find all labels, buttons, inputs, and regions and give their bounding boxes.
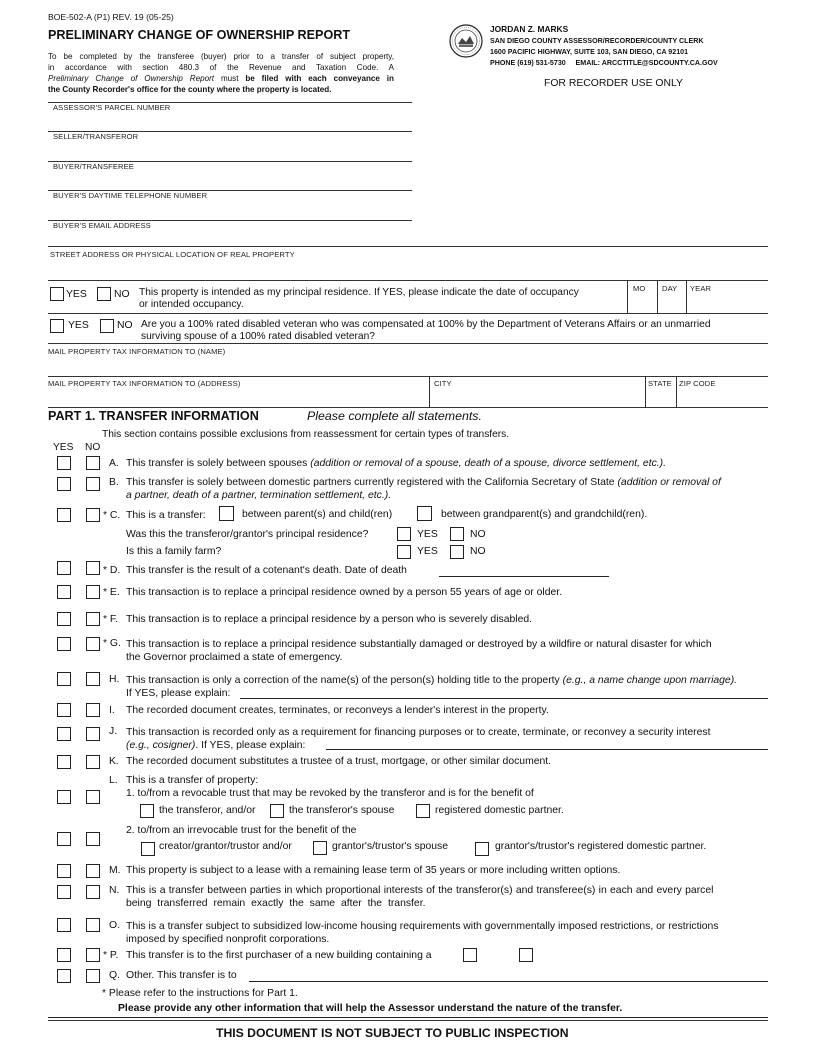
item-p-text: This transfer is to the first purchaser of a new building containing a — [126, 950, 432, 961]
item-c-no-checkbox[interactable] — [86, 508, 100, 522]
l1-partner-checkbox[interactable] — [416, 804, 430, 818]
street-field[interactable] — [48, 260, 768, 280]
l2-spouse-checkbox[interactable] — [313, 841, 327, 855]
item-c-yes-checkbox[interactable] — [57, 508, 71, 522]
p-option-checkbox-1[interactable] — [463, 948, 477, 962]
item-b-yes-checkbox[interactable] — [57, 477, 71, 491]
mail-name-label: MAIL PROPERTY TAX INFORMATION TO (NAME) — [48, 347, 226, 356]
item-h-text: This transaction is only a correction of the name(s) of the person(s) holding title to the property (e.g., a name change upon marriage). If YES, please explain: — [126, 675, 738, 699]
yes-label: YES — [68, 320, 89, 331]
item-m-text: This property is subject to a lease with a remaining lease term of 35 years or more including written options. — [126, 865, 621, 876]
item-f-text: This transaction is to replace a principal residence by a person who is severely disabled. — [126, 614, 533, 625]
item-k-no-checkbox[interactable] — [86, 755, 100, 769]
veteran-question: Are you a 100% rated disabled veteran who was compensated at 100% by the Department of Veterans Affairs or an unmarried surviving spouse of a 100% rated disabled veteran? — [141, 319, 711, 342]
c-farm-no-checkbox[interactable] — [450, 545, 464, 559]
item-c-text: This is a transfer: — [126, 510, 206, 521]
mail-address-field[interactable] — [48, 388, 428, 407]
yes-label: YES — [417, 529, 438, 540]
city-field[interactable] — [430, 388, 644, 407]
item-b-no-checkbox[interactable] — [86, 477, 100, 491]
agency-office: SAN DIEGO COUNTY ASSESSOR/RECORDER/COUNTY CLERK — [490, 37, 704, 45]
year-label: YEAR — [690, 284, 712, 293]
principal-residence-question: This property is intended as my principal residence. If YES, please indicate the date of occupancy or intended occupancy. — [139, 287, 579, 310]
agency-name: JORDAN Z. MARKS — [490, 24, 569, 34]
item-d-key: * D. — [103, 565, 121, 576]
city-label: CITY — [434, 379, 452, 388]
item-a-no-checkbox[interactable] — [86, 456, 100, 470]
buyer-label: BUYER/TRANSFEREE — [53, 162, 134, 171]
item-l-key: L. — [109, 775, 118, 786]
l1-spouse-checkbox[interactable] — [270, 804, 284, 818]
item-l2-yes-checkbox[interactable] — [57, 832, 71, 846]
item-m-yes-checkbox[interactable] — [57, 864, 71, 878]
footer-notice: THIS DOCUMENT IS NOT SUBJECT TO PUBLIC INSPECTION — [216, 1026, 569, 1040]
yes-column-header: YES — [53, 442, 74, 453]
phone-field[interactable] — [48, 200, 412, 220]
footnote: * Please refer to the instructions for Part 1. — [102, 988, 298, 999]
agency-contact: PHONE (619) 531-5730 EMAIL: ARCCTITLE@SDCOUNTY.CA.GOV — [490, 59, 718, 67]
item-d-no-checkbox[interactable] — [86, 561, 100, 575]
item-h-key: H. — [109, 674, 120, 685]
item-c-key: * C. — [103, 510, 121, 521]
item-f-yes-checkbox[interactable] — [57, 612, 71, 626]
item-e-text: This transaction is to replace a principal residence owned by a person 55 years of age or older. — [126, 587, 563, 598]
state-field[interactable] — [646, 388, 675, 407]
item-l1-yes-checkbox[interactable] — [57, 790, 71, 804]
item-d-text: This transfer is the result of a cotenant's death. Date of death — [126, 565, 407, 576]
principal-residence-no-checkbox[interactable] — [97, 287, 111, 301]
item-a-text: This transfer is solely between spouses (addition or removal of a spouse, death of a spouse, divorce settlement, etc.). — [126, 458, 667, 469]
item-p-yes-checkbox[interactable] — [57, 948, 71, 962]
l2-creator-label: creator/grantor/trustor and/or — [159, 841, 292, 852]
state-label: STATE — [648, 379, 672, 388]
item-b-text: This transfer is solely between domestic partners currently registered with the California Secretary of State (addition or removal of a partner, death of a partner, termination settlement, etc.). — [126, 477, 721, 501]
l1-transferor-checkbox[interactable] — [140, 804, 154, 818]
part1-description: This section contains possible exclusions from reassessment for certain types of transfers. — [102, 429, 510, 440]
no-label: NO — [470, 529, 486, 540]
item-k-text: The recorded document substitutes a trustee of a trust, mortgage, or other similar document. — [126, 756, 552, 767]
apn-field[interactable] — [48, 112, 412, 131]
item-d-yes-checkbox[interactable] — [57, 561, 71, 575]
item-q-yes-checkbox[interactable] — [57, 969, 71, 983]
item-i-yes-checkbox[interactable] — [57, 703, 71, 717]
mail-address-label: MAIL PROPERTY TAX INFORMATION TO (ADDRESS) — [48, 379, 241, 388]
part1-title: PART 1. TRANSFER INFORMATION — [48, 409, 259, 423]
l2-partner-checkbox[interactable] — [475, 842, 489, 856]
parent-child-label: between parent(s) and child(ren) — [242, 509, 393, 520]
item-m-no-checkbox[interactable] — [86, 864, 100, 878]
provide-info-text: Please provide any other information that will help the Assessor understand the nature of the transfer. — [118, 1003, 623, 1014]
item-f-key: * F. — [103, 614, 119, 625]
parent-child-checkbox[interactable] — [219, 506, 234, 521]
item-e-no-checkbox[interactable] — [86, 585, 100, 599]
item-g-yes-checkbox[interactable] — [57, 637, 71, 651]
item-o-key: O. — [109, 920, 120, 931]
item-j-explain-line[interactable] — [326, 749, 768, 750]
principal-residence-yes-checkbox[interactable] — [50, 287, 64, 301]
c-farm-yes-checkbox[interactable] — [397, 545, 411, 559]
item-m-key: M. — [109, 865, 121, 876]
item-f-no-checkbox[interactable] — [86, 612, 100, 626]
item-n-key: N. — [109, 885, 120, 896]
item-q-key: Q. — [109, 970, 120, 981]
seller-field[interactable] — [48, 141, 412, 161]
grandparent-checkbox[interactable] — [417, 506, 432, 521]
item-g-key: * G. — [103, 638, 121, 649]
item-q-no-checkbox[interactable] — [86, 969, 100, 983]
county-seal — [449, 24, 483, 58]
item-j-key: J. — [109, 726, 118, 737]
item-q-text: Other. This transfer is to — [126, 970, 237, 981]
no-label: NO — [117, 320, 133, 331]
part1-subtitle: Please complete all statements. — [307, 409, 482, 423]
grandparent-label: between grandparent(s) and grandchild(ren). — [441, 509, 648, 520]
family-farm-question: Is this a family farm? — [126, 546, 222, 557]
item-e-key: * E. — [103, 587, 120, 598]
item-i-key: I. — [109, 705, 115, 716]
veteran-no-checkbox[interactable] — [100, 319, 114, 333]
email-field[interactable] — [48, 230, 412, 246]
item-g-text: This transaction is to replace a principal residence substantially damaged or destroyed by a wildfire or natural disaster for which the Governor proclaimed a state of emergency. — [126, 639, 712, 663]
l1-transferor-label: the transferor, and/or — [159, 805, 256, 816]
item-j-yes-checkbox[interactable] — [57, 727, 71, 741]
buyer-field[interactable] — [48, 171, 412, 190]
p-option-checkbox-2[interactable] — [519, 948, 533, 962]
item-k-yes-checkbox[interactable] — [57, 755, 71, 769]
zip-field[interactable] — [677, 388, 767, 407]
item-h-explain-line[interactable] — [240, 698, 768, 699]
l2-creator-checkbox[interactable] — [141, 842, 155, 856]
c-residence-yes-checkbox[interactable] — [397, 527, 411, 541]
item-b-key: B. — [109, 477, 119, 488]
no-label: NO — [470, 546, 486, 557]
recorder-use-label: FOR RECORDER USE ONLY — [544, 78, 683, 89]
item-j-no-checkbox[interactable] — [86, 727, 100, 741]
seller-label: SELLER/TRANSFEROR — [53, 132, 139, 141]
item-l1-no-checkbox[interactable] — [86, 790, 100, 804]
item-p-key: * P. — [103, 950, 119, 961]
month-label: MO — [633, 284, 646, 293]
c-residence-no-checkbox[interactable] — [450, 527, 464, 541]
item-a-key: A. — [109, 458, 119, 469]
form-id: BOE-502-A (P1) REV. 19 (05-25) — [48, 12, 174, 22]
item-i-text: The recorded document creates, terminates, or reconveys a lender's interest in the property. — [126, 705, 549, 716]
item-k-key: K. — [109, 756, 119, 767]
yes-label: YES — [66, 289, 87, 300]
form-title: PRELIMINARY CHANGE OF OWNERSHIP REPORT — [48, 28, 351, 42]
l1-spouse-label: the transferor's spouse — [289, 805, 395, 816]
l2-partner-label: grantor's/trustor's registered domestic partner. — [495, 841, 707, 852]
l2-spouse-label: grantor's/trustor's spouse — [332, 841, 449, 852]
zip-label: ZIP CODE — [679, 379, 716, 388]
item-q-other-line[interactable] — [249, 981, 768, 982]
veteran-yes-checkbox[interactable] — [50, 319, 64, 333]
item-g-no-checkbox[interactable] — [86, 637, 100, 651]
item-h-no-checkbox[interactable] — [86, 672, 100, 686]
yes-label: YES — [417, 546, 438, 557]
item-o-yes-checkbox[interactable] — [57, 918, 71, 932]
date-of-death-line[interactable] — [439, 576, 609, 577]
no-column-header: NO — [85, 442, 101, 453]
street-label: STREET ADDRESS OR PHYSICAL LOCATION OF REAL PROPERTY — [50, 250, 295, 259]
item-l2-no-checkbox[interactable] — [86, 832, 100, 846]
agency-address: 1600 PACIFIC HIGHWAY, SUITE 103, SAN DIEGO, CA 92101 — [490, 48, 689, 56]
item-n-text: This is a transfer between parties in which proportional interests of the transferor(s) and transferee(s) in each and every parcel being transferred remain exactly the same after the transfer. — [126, 885, 714, 909]
item-a-yes-checkbox[interactable] — [57, 456, 71, 470]
intro-text: To be completed by the transferee (buyer) prior to a transfer of subject property, in accordance with section 480.3 of the Revenue and Taxation Code. A Preliminary Change of Ownership Report must be filed with each conveyance in the County Recorder's office for the county where the property is located. — [48, 52, 394, 94]
item-e-yes-checkbox[interactable] — [57, 585, 71, 599]
item-p-no-checkbox[interactable] — [86, 948, 100, 962]
apn-label: ASSESSOR'S PARCEL NUMBER — [53, 103, 171, 112]
item-l-text: This is a transfer of property: — [126, 775, 259, 786]
l1-partner-label: registered domestic partner. — [435, 805, 564, 816]
phone-label: BUYER'S DAYTIME TELEPHONE NUMBER — [53, 191, 208, 200]
mail-name-field[interactable] — [48, 357, 768, 375]
item-j-text: This transaction is recorded only as a requirement for financing purposes or to create, terminate, or reconvey a security interest (e.g., cosigner). If YES, please explain: — [126, 727, 711, 751]
item-o-text: This is a transfer subject to subsidized low-income housing requirements with governmentally imposed restrictions, or restrictions imposed by specified nonprofit corporations. — [126, 921, 719, 945]
item-n-yes-checkbox[interactable] — [57, 885, 71, 899]
item-l2-text: 2. to/from an irrevocable trust for the benefit of the — [126, 825, 357, 836]
day-label: DAY — [662, 284, 678, 293]
item-n-no-checkbox[interactable] — [86, 885, 100, 899]
item-o-no-checkbox[interactable] — [86, 918, 100, 932]
email-label: BUYER'S EMAIL ADDRESS — [53, 221, 151, 230]
no-label: NO — [114, 289, 130, 300]
item-h-yes-checkbox[interactable] — [57, 672, 71, 686]
item-i-no-checkbox[interactable] — [86, 703, 100, 717]
principal-residence-question-c: Was this the transferor/grantor's principal residence? — [126, 529, 369, 540]
item-l1-text: 1. to/from a revocable trust that may be revoked by the transferor and is for the benefit of — [126, 788, 534, 799]
